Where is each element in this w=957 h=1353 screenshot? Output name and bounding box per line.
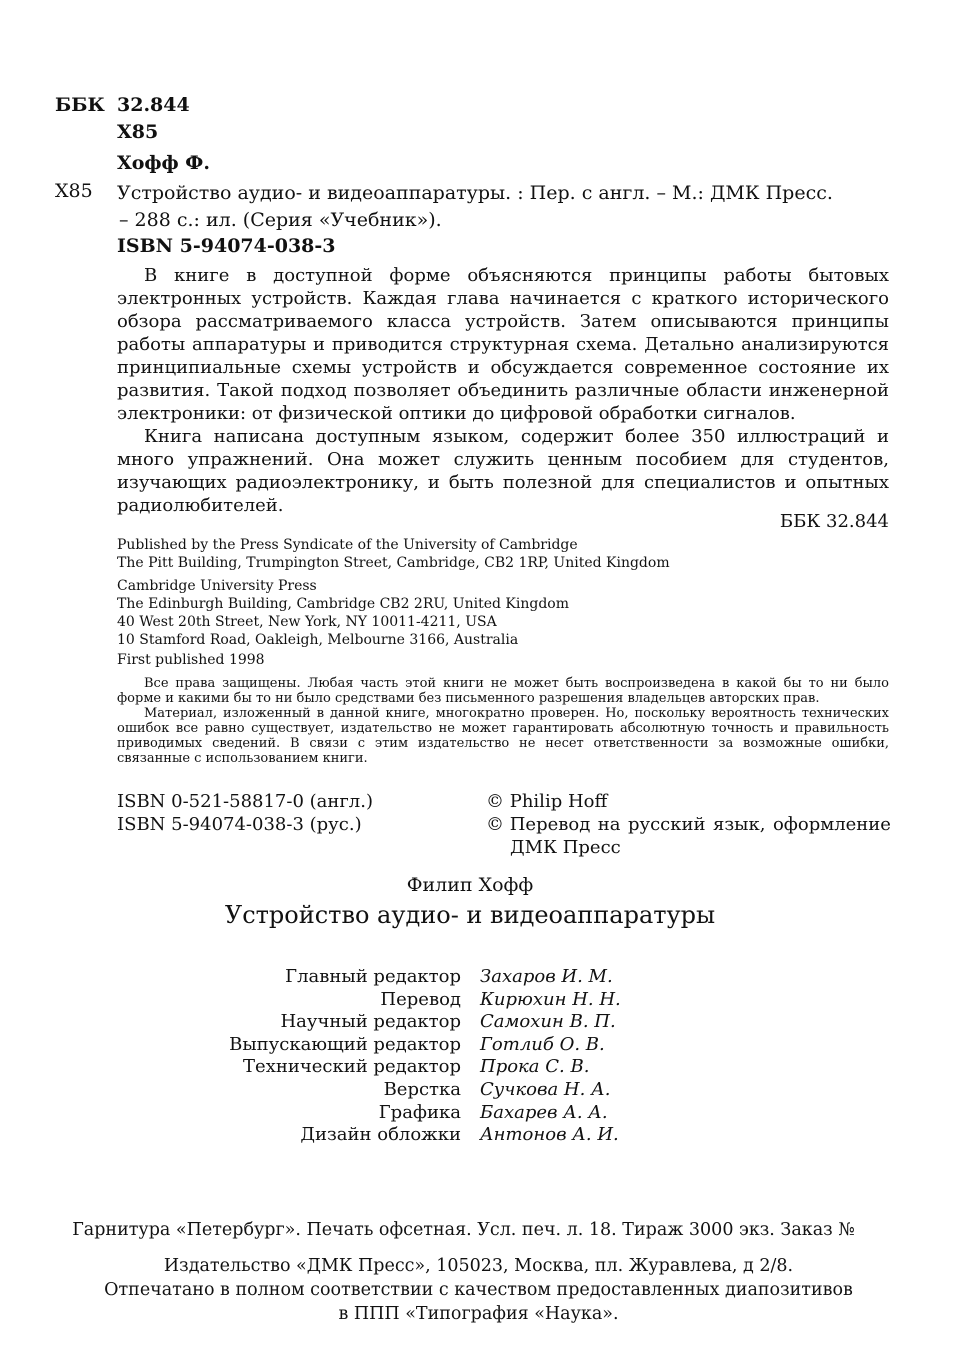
- staff-row: [0, 1034, 957, 1057]
- isbn-english: ISBN 0-521-58817-0 (англ.): [117, 791, 373, 812]
- copyright-original: © Philip Hoff: [486, 791, 608, 812]
- book-author: Филип Хофф: [406, 874, 534, 896]
- copyright-list: [486, 790, 891, 859]
- imprint: [0, 1254, 957, 1326]
- imprint-line: в ППП «Типография «Наука».: [338, 1304, 619, 1324]
- staff-name: Захаров И. М.: [480, 966, 613, 987]
- copyright-word: © Перевод: [486, 814, 591, 835]
- staff-role: Верстка: [383, 1078, 461, 1100]
- staff-row: [0, 1056, 957, 1079]
- publisher-line: 40 West 20th Street, New York, NY 10011-4211, USA: [117, 614, 497, 630]
- staff-role: Технический редактор: [243, 1056, 461, 1078]
- copyright-word: русский: [627, 814, 706, 835]
- bbk-right: ББК 32.844: [779, 511, 889, 532]
- bbk-label: ББК: [55, 94, 105, 116]
- staff-name: Готлиб О. В.: [480, 1033, 605, 1055]
- imprint-line: Отпечатано в полном соответствии с качеством предоставленных диапозитивов: [104, 1280, 853, 1300]
- abstract: [117, 264, 889, 517]
- first-published: [117, 651, 265, 669]
- staff-row: [0, 966, 957, 989]
- staff-role: Научный редактор: [280, 1011, 461, 1033]
- isbn-russian: ISBN 5-94074-038-3 (рус.): [117, 814, 362, 835]
- staff-row: [0, 989, 957, 1012]
- copyright-translation: [486, 813, 891, 836]
- staff-row: [0, 1102, 957, 1125]
- publisher-line: Cambridge University Press: [117, 578, 317, 594]
- bibliographic-description: [117, 180, 892, 234]
- rights-paragraph-1: Все права защищены. Любая часть этой книги не может быть воспроизведена в какой бы то ни было форме и какими бы то ни было средствами без письменного разрешения владельцев авторских прав.: [117, 676, 889, 706]
- staff-role: Дизайн обложки: [300, 1124, 461, 1146]
- publisher-line: Published by the Press Syndicate of the University of Cambridge: [117, 537, 578, 553]
- rights-notice: [117, 676, 889, 766]
- publisher-block-2: [117, 577, 569, 649]
- publisher-line: First published 1998: [117, 652, 265, 668]
- bbk-code: 32.844: [117, 94, 190, 116]
- book-title: Устройство аудио- и видеоаппаратуры: [224, 901, 716, 929]
- staff-role: Графика: [378, 1101, 461, 1123]
- isbn-list: [117, 790, 373, 836]
- publisher-block-1: [117, 536, 670, 572]
- staff-role: Перевод: [380, 988, 461, 1010]
- imprint-line: Издательство «ДМК Пресс», 105023, Москва, пл. Журавлева, д 2/8.: [163, 1256, 794, 1276]
- staff-name: Кирюхин Н. Н.: [480, 988, 621, 1010]
- staff-name: Самохин В. П.: [480, 1011, 616, 1033]
- publisher-line: The Pitt Building, Trumpington Street, Cambridge, CB2 1RP, United Kingdom: [117, 555, 670, 571]
- isbn-main: ISBN 5-94074-038-3: [117, 235, 336, 257]
- abstract-paragraph-2: Книга написана доступным языком, содержит более 350 иллюстраций и много упражнений. Она может служить ценным пособием для студентов, изучающих радиоэлектронику, и быть полезной для специалистов и опытных радиолюбителей.: [117, 426, 889, 516]
- copyright-word: оформление: [772, 814, 891, 835]
- copyright-word: на: [597, 814, 621, 835]
- print-details: Гарнитура «Петербург». Печать офсетная. Усл. печ. л. 18. Тираж 3000 экз. Заказ №: [72, 1220, 855, 1240]
- rights-paragraph-2: Материал, изложенный в данной книге, многократно проверен. Но, поскольку вероятность технических ошибок все равно существует, издательство не может гарантировать абсолютную точность и правильность приводимых сведений. В связи с этим издательство не несет ответственности за возможные ошибки, связанные с использованием книги.: [117, 706, 889, 766]
- staff-row: [0, 1124, 957, 1147]
- staff-name: Антонов А. И.: [480, 1124, 619, 1146]
- staff-role: Выпускающий редактор: [229, 1033, 461, 1055]
- staff-name: Сучкова Н. А.: [480, 1078, 611, 1100]
- staff-row: [0, 1011, 957, 1034]
- abstract-paragraph-1: В книге в доступной форме объясняются принципы работы бытовых электронных устройств. Каждая глава начинается с краткого исторического обзора рассматриваемого класса устройств. Затем описываются принципы работы аппаратуры и приводится структурная схема. Детально анализируются принципиальные схемы устройств и обсуждается современное состояние их развития. Такой подход позволяет объединить различные области инженерной электроники: от физической оптики до цифровой обработки сигналов.: [117, 265, 889, 424]
- staff-row: [0, 1079, 957, 1102]
- copyright-publisher: ДМК Пресс: [510, 837, 621, 858]
- author-code: Х85: [117, 121, 159, 143]
- staff-list: [0, 966, 957, 1147]
- staff-name: Бахарев А. А.: [480, 1101, 608, 1123]
- author-code-left: Х85: [55, 180, 93, 202]
- staff-name: Прока С. В.: [480, 1056, 590, 1078]
- catalog-author: Хофф Ф.: [117, 152, 210, 174]
- publisher-line: 10 Stamford Road, Oakleigh, Melbourne 3166, Australia: [117, 632, 519, 648]
- bibliographic-line-1: Устройство аудио- и видеоаппаратуры. : Пер. с англ. – М.: ДМК Пресс.: [117, 182, 833, 204]
- bibliographic-line-2: – 288 с.: ил. (Серия «Учебник»).: [119, 209, 442, 231]
- staff-role: Главный редактор: [285, 966, 461, 987]
- publisher-line: The Edinburgh Building, Cambridge CB2 2RU, United Kingdom: [117, 596, 569, 612]
- copyright-word: язык,: [712, 814, 766, 835]
